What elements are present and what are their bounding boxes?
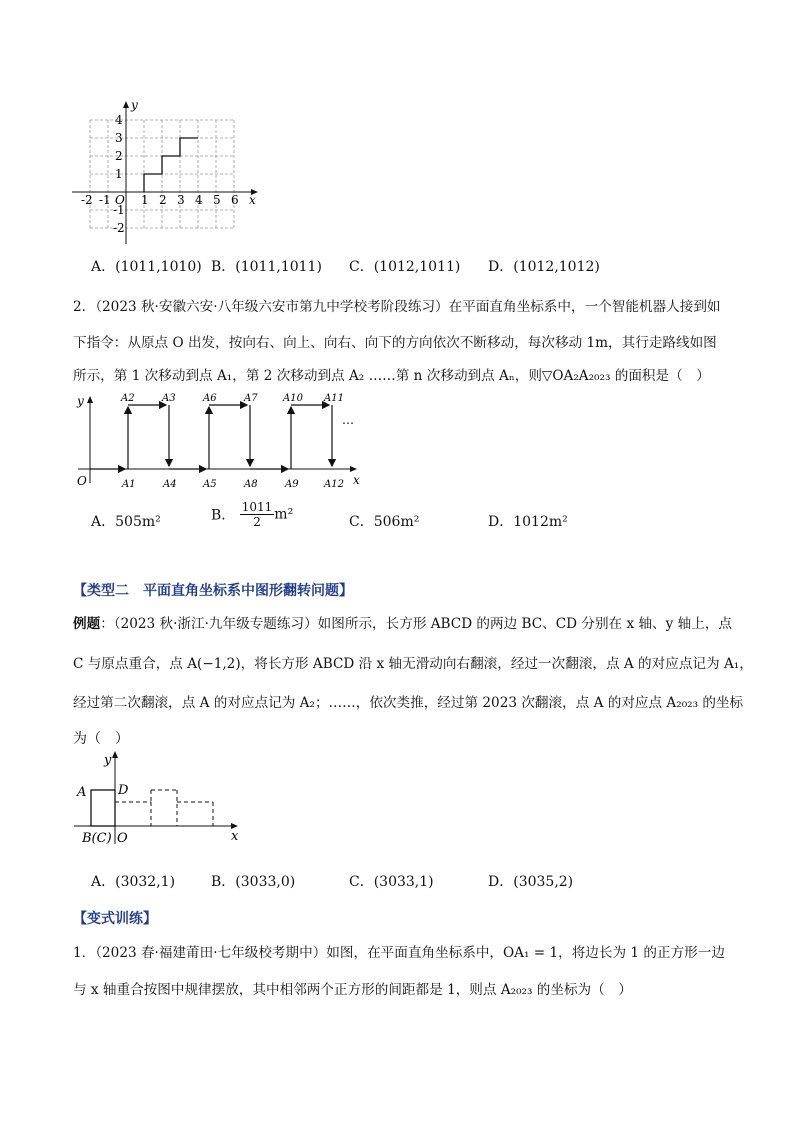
- y-axis-label: y: [104, 753, 112, 768]
- option-letter: B．: [211, 507, 236, 524]
- point-label: A4: [163, 479, 177, 490]
- ex-option-c[interactable]: [349, 871, 434, 891]
- option-letter: A．: [91, 259, 116, 275]
- option-text: 506m²: [373, 514, 420, 530]
- fraction-numerator: 1011: [241, 500, 273, 514]
- staircase-path: [144, 138, 198, 192]
- point-label: A5: [203, 479, 217, 490]
- point-label: A1: [122, 479, 136, 490]
- section-title-type2: 【类型二 平面直角坐标系中图形翻转问题】: [73, 583, 353, 599]
- fraction-denominator: 2: [253, 515, 261, 529]
- x-axis-label: x: [353, 473, 360, 487]
- figure-robot-path: [72, 393, 372, 493]
- q2-option-c[interactable]: [349, 511, 419, 531]
- example-line-2: C 与原点重合，点 A(−1,2)，将长方形 ABCD 沿 x 轴无滑动向右翻滚，经过一次翻滚，点 A 的对应点记为 A₁，: [73, 656, 753, 672]
- point-d-label: D: [118, 783, 129, 798]
- robot-moves: [90, 405, 332, 469]
- q2-option-b[interactable]: [211, 500, 293, 529]
- q2-option-d[interactable]: [488, 511, 568, 531]
- option-text: 1012m²: [513, 514, 568, 530]
- x-tick: 3: [177, 193, 185, 207]
- point-label: A3: [162, 393, 176, 404]
- point-label: A7: [244, 393, 258, 404]
- option-text: (3035,2): [513, 874, 574, 890]
- option-text: (1012,1012): [513, 259, 600, 275]
- q2-line-1: 2．（2023 秋·安徽六安·八年级六安市第九中学校考阶段练习）在平面直角坐标系中，一个智能机器人接到如: [73, 299, 721, 315]
- y-axis-label: y: [131, 98, 138, 112]
- origin-label: O: [115, 193, 125, 207]
- ex-option-b[interactable]: [211, 871, 295, 891]
- point-label: A2: [121, 393, 135, 404]
- x-tick: 2: [159, 193, 167, 207]
- q2-option-a[interactable]: [91, 511, 161, 531]
- ellipsis: …: [342, 413, 354, 427]
- point-label: A10: [283, 393, 303, 404]
- option-letter: D．: [488, 514, 514, 530]
- option-text: (1011,1010): [115, 259, 202, 275]
- option-text: (3033,0): [235, 874, 296, 890]
- v1-line-1: 1．（2023 春·福建莆田·七年级校考期中）如图，在平面直角坐标系中，OA₁ = 1，将边长为 1 的正方形一边: [73, 945, 725, 961]
- q1-option-d[interactable]: [488, 256, 600, 276]
- rectangle-abcd: [91, 790, 115, 826]
- ex-option-d[interactable]: [488, 871, 573, 891]
- example-label: 例题: [73, 616, 101, 632]
- option-text: (1011,1011): [235, 259, 322, 275]
- x-axis-label: x: [249, 193, 256, 207]
- option-text: (1012,1011): [373, 259, 461, 275]
- option-letter: A．: [91, 514, 116, 530]
- y-tick: 4: [115, 113, 123, 127]
- option-text: (3033,1): [373, 874, 434, 890]
- y-tick: -1: [113, 203, 125, 217]
- y-axis-label: y: [77, 394, 84, 408]
- point-bc-label: B(C): [82, 831, 112, 846]
- point-a-label: A: [77, 785, 87, 800]
- example-line-1: [73, 612, 732, 632]
- option-letter: C．: [349, 514, 374, 530]
- point-label: A8: [244, 479, 258, 490]
- option-letter: D．: [488, 259, 514, 275]
- example-text: ：（2023 秋·浙江·九年级专题练习）如图所示，长方形 ABCD 的两边 BC、CD 分别在 x 轴、y 轴上，点: [100, 616, 733, 632]
- ex-option-a[interactable]: [91, 871, 175, 891]
- x-tick: 5: [213, 193, 221, 207]
- option-letter: D．: [488, 874, 514, 890]
- y-tick: -2: [113, 221, 125, 235]
- y-tick: 3: [115, 131, 123, 145]
- y-tick: 2: [115, 149, 123, 163]
- option-letter: B．: [211, 874, 236, 890]
- x-tick: 4: [195, 193, 203, 207]
- point-label: A9: [285, 479, 299, 490]
- q2-line-2: 下指令：从原点 O 出发，按向右、向上、向右、向下的方向依次不断移动，每次移动 1m，其行走路线如图: [73, 335, 717, 351]
- option-unit: m²: [274, 506, 294, 523]
- fraction: [240, 500, 275, 529]
- example-line-3: 经过第二次翻滚，点 A 的对应点记为 A₂；……，依次类推，经过第 2023 次翻滚，点 A 的对应点 A₂₀₂₃ 的坐标: [73, 695, 744, 711]
- option-text: 505m²: [115, 514, 161, 530]
- x-axis-label: x: [231, 829, 239, 844]
- x-tick: -2: [81, 193, 93, 207]
- figure-rectangle-roll: [72, 748, 252, 848]
- x-tick: -1: [99, 193, 111, 207]
- option-letter: B．: [211, 259, 236, 275]
- y-tick: 1: [115, 167, 123, 181]
- origin-label: O: [117, 831, 128, 846]
- point-label: A12: [324, 479, 344, 490]
- section-title-variant-training: 【变式训练】: [73, 911, 157, 927]
- q1-option-c[interactable]: [349, 256, 460, 276]
- origin-label: O: [77, 474, 87, 488]
- option-letter: C．: [349, 874, 374, 890]
- v1-line-2: 与 x 轴重合按图中规律摆放，其中相邻两个正方形的间距都是 1，则点 A₂₀₂₃ 的坐标为（ ）: [73, 982, 632, 998]
- q2-line-3: 所示，第 1 次移动到点 A₁，第 2 次移动到点 A₂ ……第 n 次移动到点 Aₙ，则▽OA₂A₂₀₂₃ 的面积是（ ）: [73, 368, 710, 384]
- option-letter: C．: [349, 259, 374, 275]
- x-tick: 6: [231, 193, 239, 207]
- option-letter: A．: [91, 874, 116, 890]
- q1-option-b[interactable]: [211, 256, 322, 276]
- rolled-positions: [115, 790, 213, 826]
- option-text: (3032,1): [115, 874, 176, 890]
- point-label: A11: [324, 393, 344, 404]
- figure-staircase-graph: [68, 98, 268, 248]
- point-label: A6: [203, 393, 217, 404]
- x-tick: 1: [141, 193, 149, 207]
- q1-option-a[interactable]: [91, 256, 202, 276]
- example-line-4: 为（ ）: [73, 731, 129, 747]
